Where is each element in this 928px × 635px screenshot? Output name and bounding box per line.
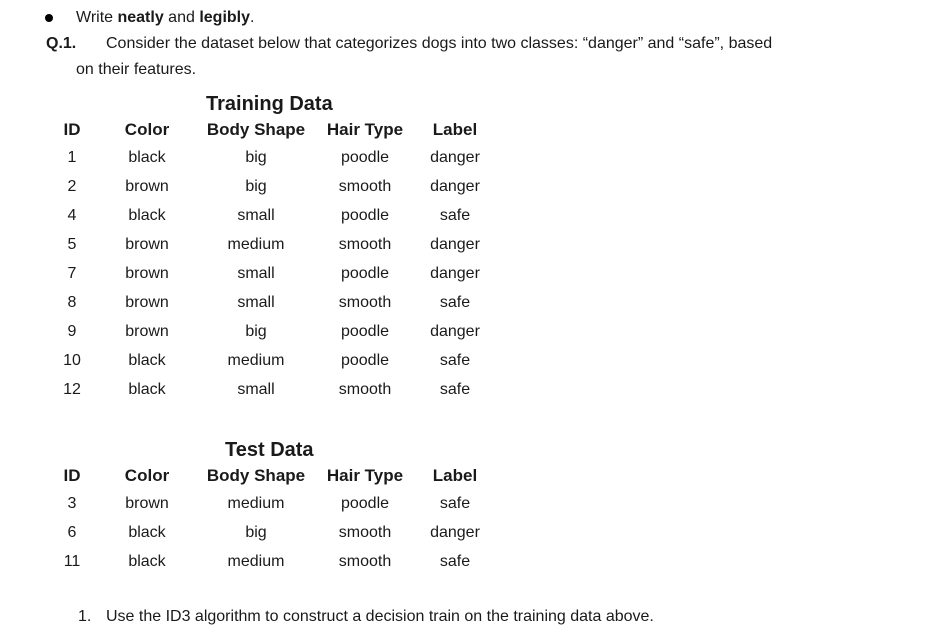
- test-cell-color: black: [128, 553, 166, 570]
- training-cell-label: safe: [439, 352, 471, 369]
- training-cell-body-shape: small: [237, 265, 275, 282]
- test-title: Test Data: [225, 439, 314, 461]
- instruction-suffix: .: [250, 9, 255, 26]
- training-cell-body-shape: small: [237, 294, 275, 311]
- training-cell-label: danger: [430, 178, 480, 195]
- training-cell-body-shape: small: [237, 381, 275, 398]
- training-cell-label: danger: [430, 323, 480, 340]
- task-text: Use the ID3 algorithm to construct a decision train on the training data above.: [106, 608, 654, 625]
- training-cell-color: black: [128, 207, 166, 224]
- training-cell-body-shape: small: [237, 207, 275, 224]
- training-cell-id: 5: [67, 236, 77, 253]
- test-cell-label: danger: [430, 524, 480, 541]
- training-cell-hair-type: poodle: [340, 265, 390, 282]
- training-header-color: Color: [124, 120, 170, 139]
- training-cell-color: black: [128, 352, 166, 369]
- training-header-id: ID: [63, 120, 81, 139]
- training-cell-color: brown: [125, 265, 169, 282]
- test-cell-hair-type: poodle: [340, 495, 390, 512]
- test-cell-hair-type: smooth: [338, 524, 392, 541]
- instruction-bold-neatly: neatly: [117, 9, 164, 26]
- training-cell-body-shape: big: [245, 178, 267, 195]
- training-cell-hair-type: smooth: [338, 178, 392, 195]
- training-cell-id: 4: [67, 207, 77, 224]
- training-cell-label: danger: [430, 236, 480, 253]
- training-title: Training Data: [206, 93, 333, 115]
- task-number: 1.: [78, 608, 92, 625]
- training-cell-body-shape: medium: [227, 352, 285, 369]
- instruction-bold-legibly: legibly: [199, 9, 251, 26]
- training-cell-id: 10: [63, 352, 81, 369]
- test-cell-id: 3: [67, 495, 77, 512]
- training-cell-color: black: [128, 381, 166, 398]
- training-cell-hair-type: smooth: [338, 236, 392, 253]
- test-cell-label: safe: [439, 553, 471, 570]
- training-header-body-shape: Body Shape: [206, 120, 306, 139]
- test-cell-id: 6: [67, 524, 77, 541]
- test-cell-color: brown: [125, 495, 169, 512]
- training-cell-color: brown: [125, 294, 169, 311]
- question-line-2: on their features.: [76, 61, 197, 78]
- training-cell-hair-type: smooth: [338, 381, 392, 398]
- test-cell-id: 11: [63, 553, 81, 570]
- question-line-1: Consider the dataset below that categorizes dogs into two classes: “danger” and “safe”, based: [106, 35, 773, 52]
- training-cell-hair-type: poodle: [340, 323, 390, 340]
- training-cell-hair-type: poodle: [340, 352, 390, 369]
- test-cell-label: safe: [439, 495, 471, 512]
- test-header-body-shape: Body Shape: [206, 466, 306, 485]
- training-cell-body-shape: medium: [227, 236, 285, 253]
- instruction-middle: and: [163, 9, 200, 26]
- training-cell-color: brown: [125, 323, 169, 340]
- test-header-label: Label: [432, 466, 478, 485]
- training-header-label: Label: [432, 120, 478, 139]
- test-header-color: Color: [124, 466, 170, 485]
- training-header-hair-type: Hair Type: [326, 120, 404, 139]
- training-cell-color: black: [128, 149, 166, 166]
- instruction-prefix: Write: [76, 9, 118, 26]
- test-header-hair-type: Hair Type: [326, 466, 404, 485]
- training-cell-color: brown: [125, 178, 169, 195]
- training-cell-color: brown: [125, 236, 169, 253]
- training-cell-id: 7: [67, 265, 77, 282]
- test-cell-color: black: [128, 524, 166, 541]
- training-cell-id: 8: [67, 294, 77, 311]
- training-cell-hair-type: poodle: [340, 149, 390, 166]
- training-cell-label: safe: [439, 381, 471, 398]
- test-cell-body-shape: medium: [227, 553, 285, 570]
- training-cell-label: danger: [430, 149, 480, 166]
- test-cell-body-shape: big: [245, 524, 267, 541]
- training-cell-label: safe: [439, 294, 471, 311]
- training-cell-id: 9: [67, 323, 77, 340]
- training-cell-body-shape: big: [245, 149, 267, 166]
- training-cell-id: 2: [67, 178, 77, 195]
- training-cell-hair-type: smooth: [338, 294, 392, 311]
- question-number: Q.1.: [46, 35, 77, 52]
- test-header-id: ID: [63, 466, 81, 485]
- test-cell-hair-type: smooth: [338, 553, 392, 570]
- training-cell-id: 12: [63, 381, 81, 398]
- training-cell-hair-type: poodle: [340, 207, 390, 224]
- training-cell-id: 1: [67, 149, 77, 166]
- training-cell-label: danger: [430, 265, 480, 282]
- training-cell-label: safe: [439, 207, 471, 224]
- test-cell-body-shape: medium: [227, 495, 285, 512]
- training-cell-body-shape: big: [245, 323, 267, 340]
